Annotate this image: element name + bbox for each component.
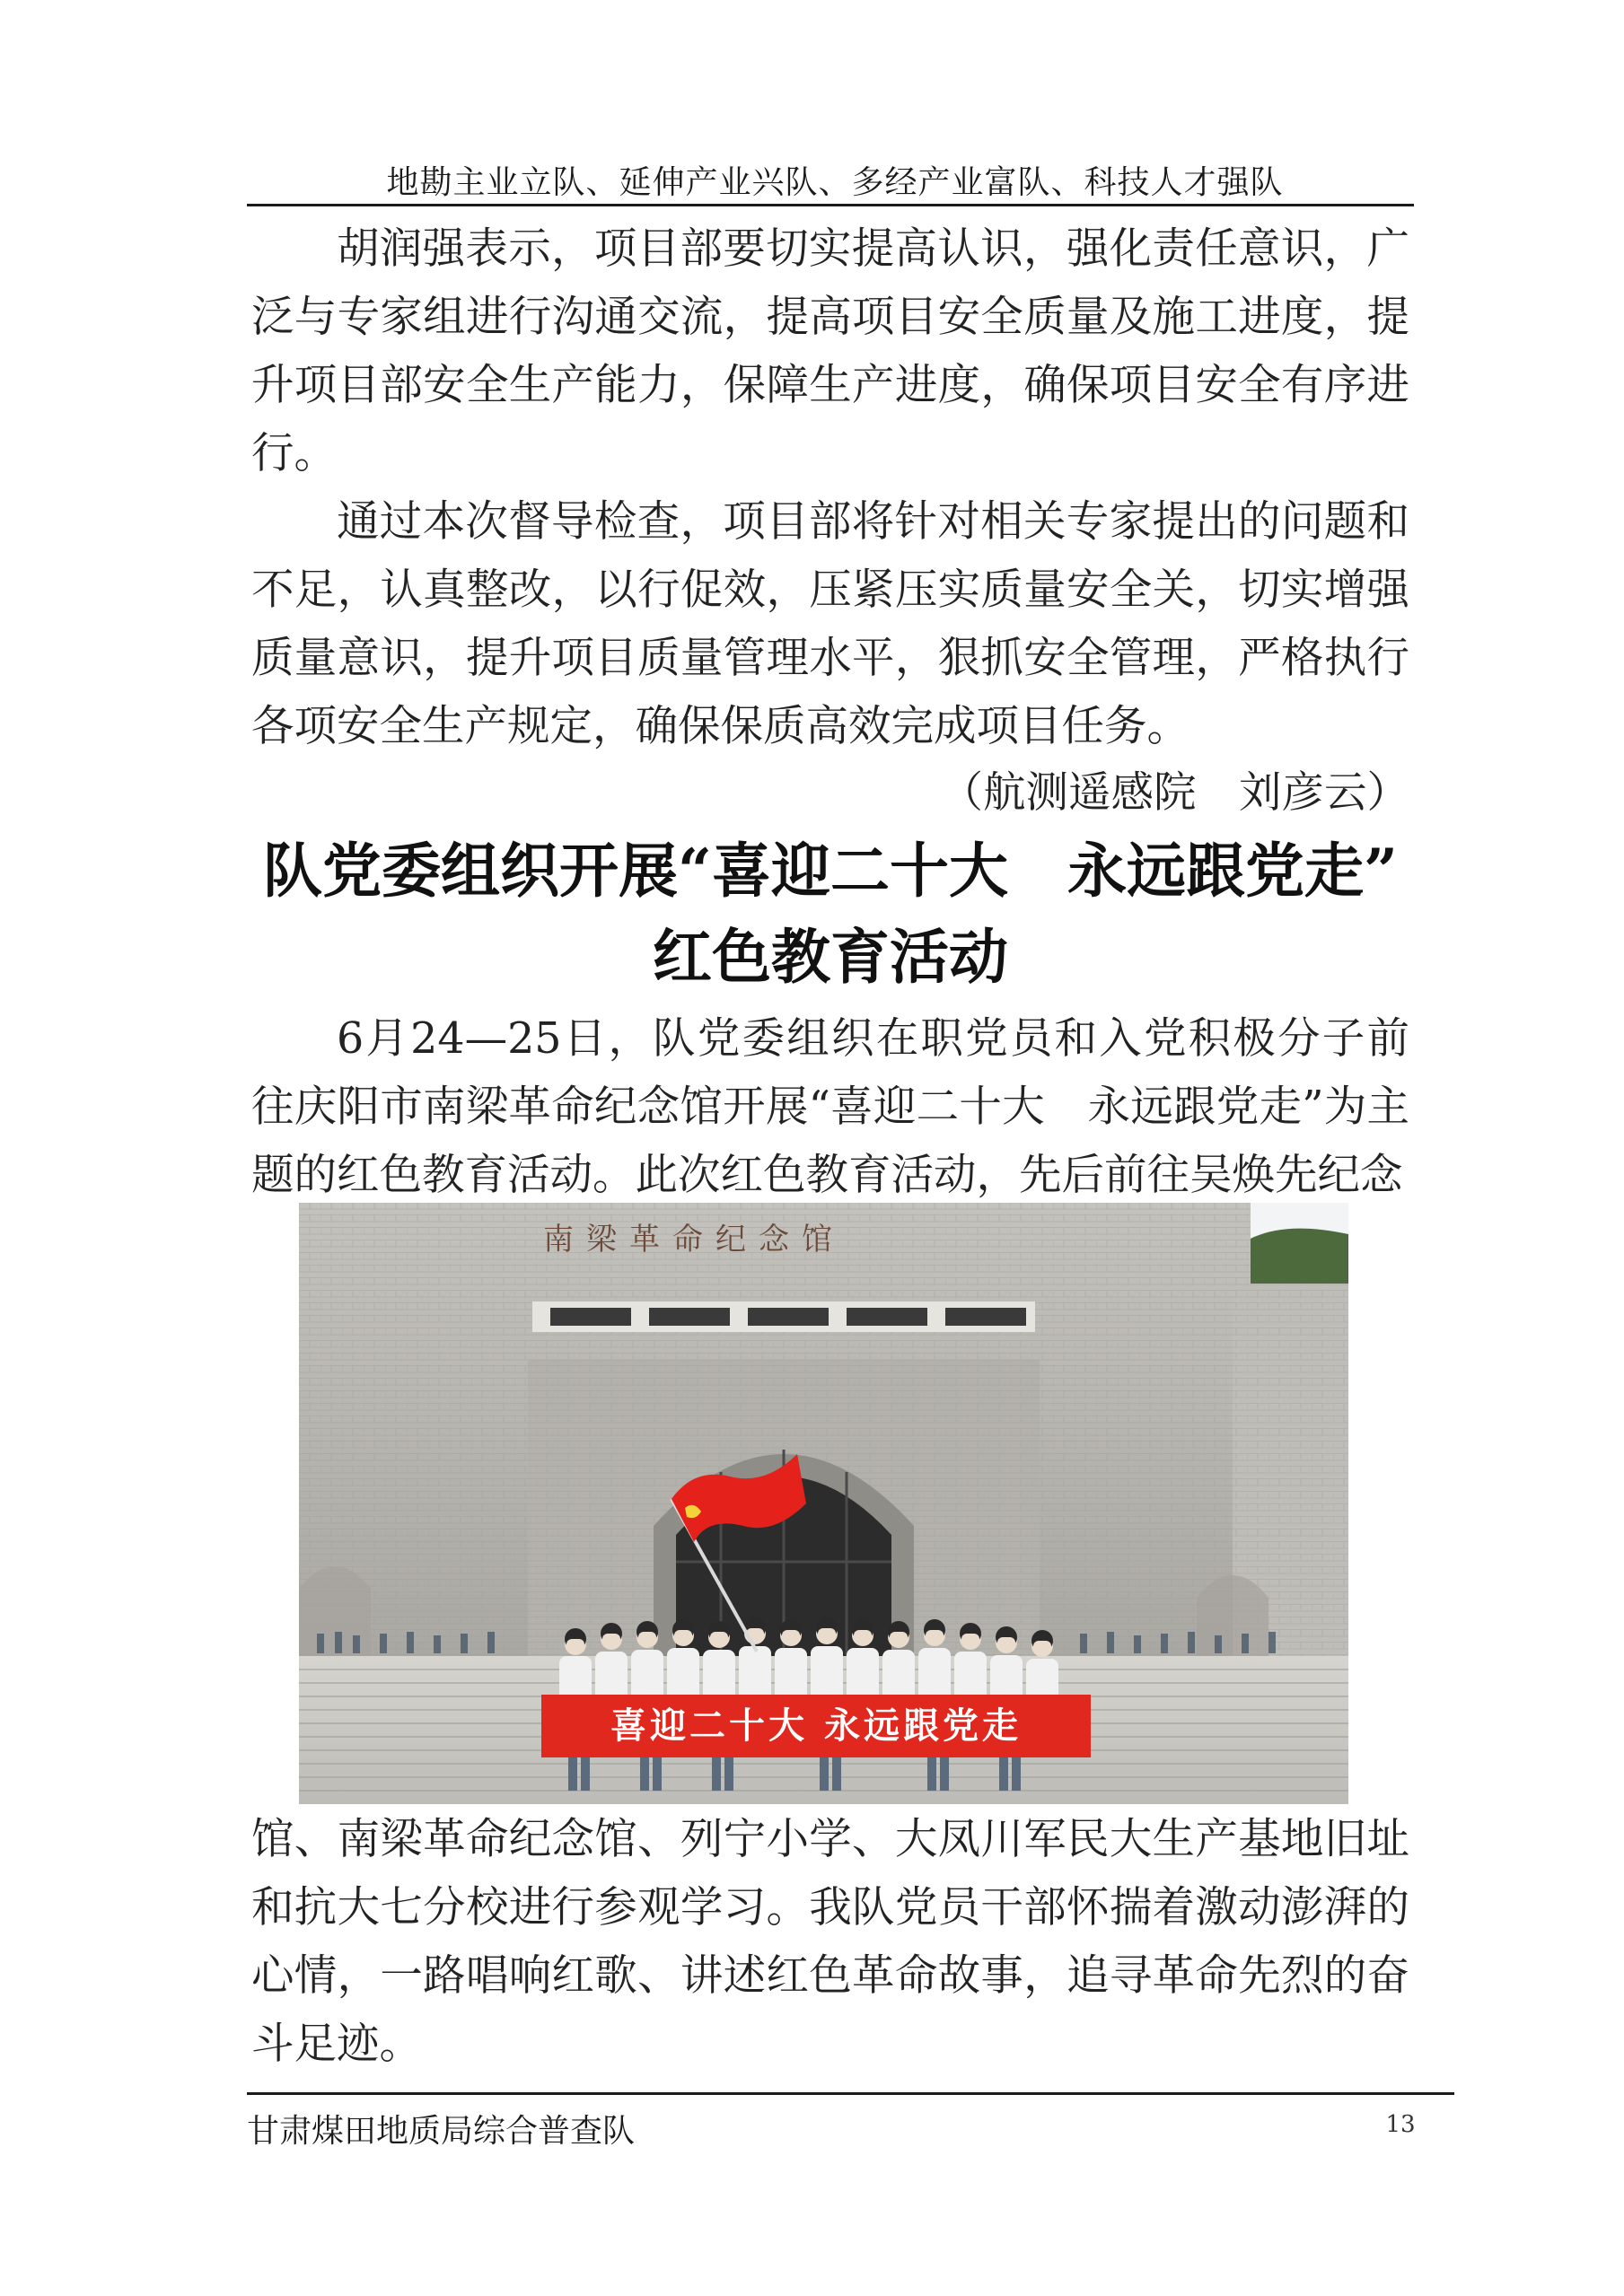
article-byline: （航测遥感院 刘彦云） <box>940 768 1409 818</box>
header-title: 地勘主业立队、延伸产业兴队、多经产业富队、科技人才强队 <box>386 164 1284 201</box>
article-headline-line2: 红色教育活动 <box>653 922 1008 992</box>
footer-organization: 甘肃煤田地质局综合普查队 <box>247 2113 636 2150</box>
article-paragraph: 通过本次督导检查，项目部将针对相关专家提出的问题和不足，认真整改，以行促效，压紧压实质量安全关，切实增强质量意识，提升项目质量管理水平，狠抓安全管理，严格执行各项安全生产规定，确保保质高效完成项目任务。 <box>251 497 1409 751</box>
memorial-group-photo <box>299 1203 1348 1804</box>
footer-divider <box>247 2092 1454 2095</box>
building-sign: 南梁革命纪念馆 <box>543 1222 845 1258</box>
article-headline: 队党委组织开展“喜迎二十大 永远跟党走” <box>263 836 1398 906</box>
header-divider <box>247 204 1414 206</box>
article-paragraph: 6月24—25日，队党委组织在职党员和入党积极分子前往庆阳市南梁革命纪念馆开展“喜迎二十大 永远跟党走”为主题的红色教育活动。此次红色教育活动，先后前往吴焕先纪念 <box>251 1014 1409 1200</box>
article-paragraph: 馆、南梁革命纪念馆、列宁小学、大凤川军民大生产基地旧址和抗大七分校进行参观学习。我队党员干部怀揣着激动澎湃的心情，一路唱响红歌、讲述红色革命故事，追寻革命先烈的奋斗足迹。 <box>251 1815 1409 2069</box>
banner-text: 喜迎二十大 永远跟党走 <box>610 1705 1022 1747</box>
article-paragraph: 胡润强表示，项目部要切实提高认识，强化责任意识，广泛与专家组进行沟通交流，提高项目安全质量及施工进度，提升项目部安全生产能力，保障生产进度，确保项目安全有序进行。 <box>251 224 1409 478</box>
red-banner <box>541 1695 1091 1757</box>
page-number: 13 <box>1385 2111 1416 2138</box>
